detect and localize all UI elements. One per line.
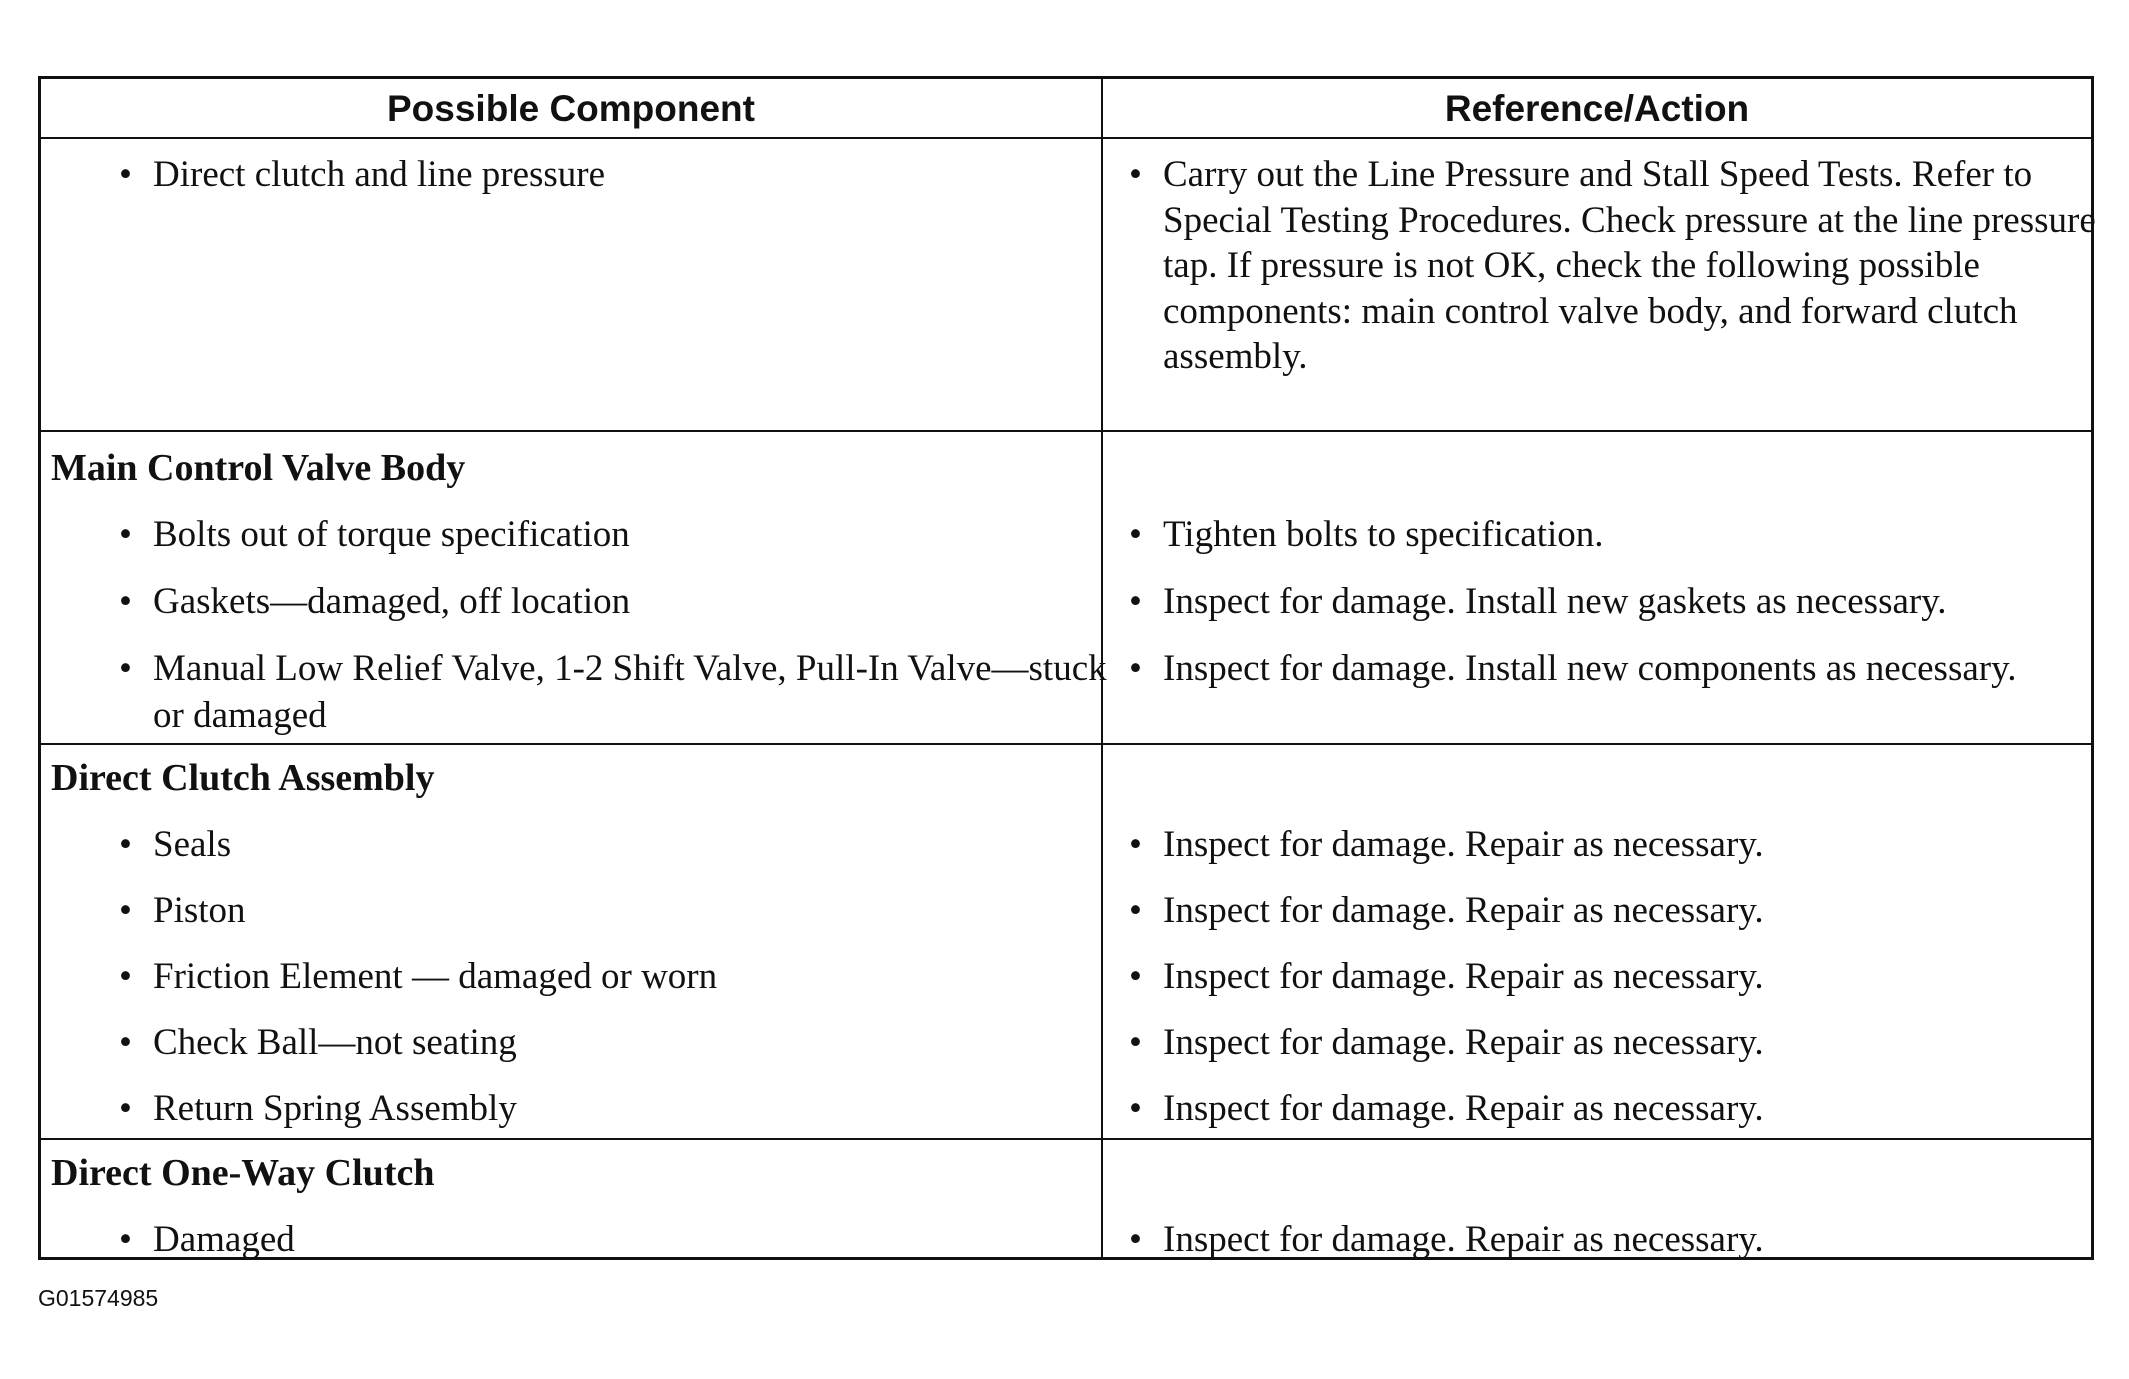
- section-title: Direct Clutch Assembly: [51, 757, 435, 799]
- header-reference-action: Reference/Action: [1444, 88, 1750, 129]
- list-item: • Carry out the Line Pressure and Stall Speed Tests. Refer to Special Testing Procedures. Check pressure at the line pressure tap. If pressure is not OK, check the following possible components: main control valve body, and forward clutch assembly.: [1129, 154, 2096, 377]
- list-item: • Piston: [119, 890, 246, 931]
- section-rule: [41, 743, 2091, 745]
- header-rule: [41, 137, 2091, 139]
- list-item: • Damaged: [119, 1219, 295, 1260]
- list-item: • Inspect for damage. Install new components as necessary.: [1129, 648, 2017, 689]
- list-item: • Gaskets—damaged, off location: [119, 581, 631, 622]
- list-item: • Direct clutch and line pressure: [119, 154, 606, 195]
- section-title: Direct One-Way Clutch: [51, 1152, 435, 1194]
- list-item: • Check Ball—not seating: [119, 1022, 517, 1063]
- list-item: • Inspect for damage. Repair as necessary.: [1129, 1088, 1764, 1129]
- list-item: • Inspect for damage. Repair as necessary.: [1129, 890, 1764, 931]
- header-possible-component: Possible Component: [387, 88, 755, 129]
- figure-id: G01574985: [38, 1285, 159, 1311]
- list-item: • Seals: [119, 824, 232, 865]
- row-rule: [41, 430, 2091, 432]
- list-item: • Bolts out of torque specification: [119, 514, 630, 555]
- list-item: • Friction Element — damaged or worn: [119, 956, 718, 997]
- list-item: • Inspect for damage. Repair as necessary.: [1129, 824, 1764, 865]
- list-item: • Inspect for damage. Install new gaskets as necessary.: [1129, 581, 1947, 622]
- list-item: • Inspect for damage. Repair as necessary.: [1129, 1022, 1764, 1063]
- list-item: • Inspect for damage. Repair as necessary.: [1129, 1219, 1764, 1260]
- list-item: • Tighten bolts to specification.: [1129, 514, 1604, 555]
- list-item: • Inspect for damage. Repair as necessary.: [1129, 956, 1764, 997]
- section-rule: [41, 1138, 2091, 1140]
- section-title: Main Control Valve Body: [51, 447, 466, 489]
- list-item: • Manual Low Relief Valve, 1-2 Shift Valve, Pull-In Valve—stuck or damaged: [119, 648, 1107, 736]
- list-item: • Return Spring Assembly: [119, 1088, 517, 1129]
- diagnosis-table: [38, 76, 2094, 1260]
